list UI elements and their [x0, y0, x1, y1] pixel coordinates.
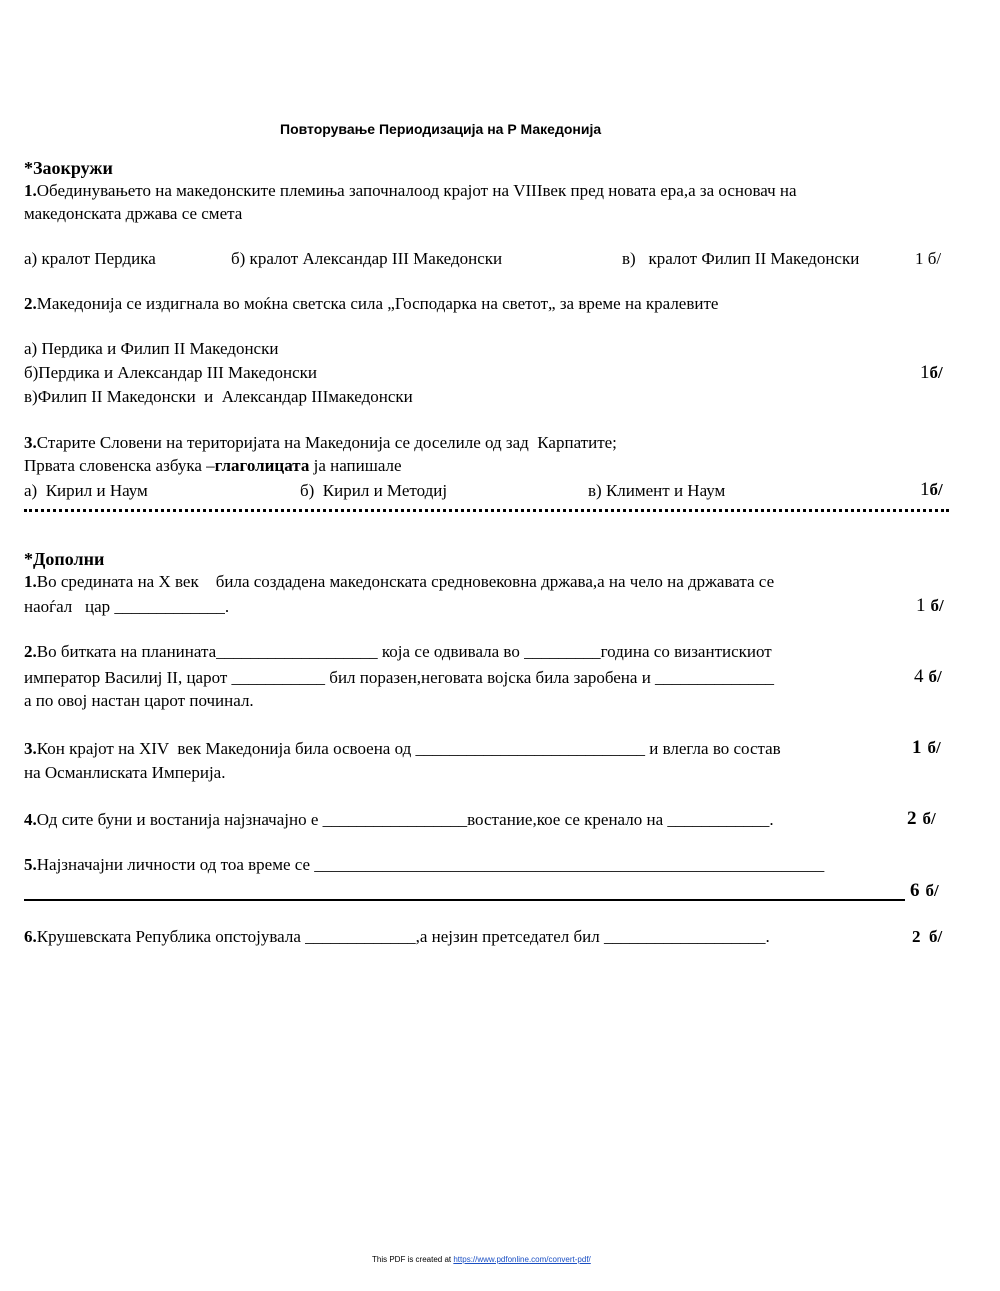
footer-prefix: This PDF is created at — [372, 1255, 454, 1264]
option-a[interactable]: а) Кирил и Наум — [24, 481, 148, 500]
section-heading-circle: *Заокружи — [24, 158, 113, 178]
points-unit: б/ — [928, 667, 942, 686]
question-number: 1. — [24, 181, 37, 200]
points-label — [907, 808, 936, 830]
question-2-text — [24, 294, 718, 314]
question-number: 1. — [24, 572, 37, 591]
question-text: Во битката на планината___________________ која се одвивала во _________година со византискиот — [36, 642, 772, 661]
question-1-text-cont: македонската држава се смета — [24, 204, 243, 223]
footer-link[interactable]: https://www.pdfonline.com/convert-pdf/ — [453, 1255, 591, 1264]
fill-question-2-text-end: а по овој настан царот починал. — [24, 691, 254, 710]
question-number: 4. — [24, 810, 37, 829]
option-c[interactable]: в) кралот Филип II Македонски — [622, 249, 860, 268]
question-number: 3. — [24, 433, 37, 452]
points-value: 2 — [907, 808, 917, 829]
option-c[interactable]: в) Климент и Наум — [588, 481, 726, 500]
fill-question-4-text[interactable] — [24, 810, 774, 830]
points-unit: б/ — [922, 809, 936, 828]
footer-note — [372, 1255, 591, 1264]
question-text: Кон крајот на XIV век Македонија била освоена од ___________________________ и влегла во состав — [36, 739, 781, 758]
option-b[interactable]: б) кралот Александар III Македонски — [231, 249, 503, 268]
page-title: Повторување Периодизација на Р Македонија — [280, 121, 602, 137]
points-unit: б/ — [929, 480, 943, 499]
points-label: 1 б/ — [915, 249, 942, 268]
fill-question-1-blank[interactable]: наоѓал цар _____________. — [24, 597, 230, 616]
question-number: 5. — [24, 855, 37, 874]
question-1-text — [24, 181, 797, 201]
fill-question-2-text[interactable] — [24, 642, 772, 662]
question-number: 3. — [24, 739, 37, 758]
dotted-separator — [24, 509, 949, 518]
question-text: Крушевската Република опстојувала _____________,а нејзин претседател бил ___________________. — [36, 927, 770, 946]
question-text: Од сите буни и востанија најзначајно е _________________востание,кое се кренало на ____________. — [36, 810, 774, 829]
option-a[interactable]: а) кралот Пердика — [24, 249, 156, 268]
points-value: 1 — [916, 595, 926, 616]
points-label — [916, 595, 944, 617]
text-bold: глаголицата — [214, 456, 310, 475]
points-value: 1 — [920, 362, 930, 383]
points-value: 6 — [910, 880, 920, 901]
text-part: ја напишале — [309, 456, 402, 475]
option-b[interactable]: б) Кирил и Методиј — [300, 481, 448, 500]
question-text: Во средината на X век била создадена македонската средновековна држава,а на чело на државата се — [36, 572, 775, 591]
points-unit: б/ — [929, 363, 943, 382]
points-label — [920, 362, 943, 384]
text-part: Првата словенска азбука – — [24, 456, 215, 475]
fill-question-3-text-cont: на Османлиската Империја. — [24, 763, 226, 782]
points-label — [912, 737, 941, 759]
question-number: 2. — [24, 642, 37, 661]
points-label — [914, 666, 942, 688]
points-value: 1 — [912, 737, 922, 758]
option-b[interactable]: б)Пердика и Александар III Македонски — [24, 363, 317, 382]
points-value: 1 — [920, 479, 930, 500]
fill-question-3-text[interactable] — [24, 739, 781, 759]
question-3-text — [24, 433, 617, 453]
question-number: 2. — [24, 294, 37, 313]
answer-line[interactable] — [24, 899, 905, 901]
question-text: Македонија се издигнала во моќна светска сила „Господарка на светот„ за време на кралевите — [36, 294, 719, 313]
points-unit: б/ — [930, 596, 944, 615]
fill-question-1-text — [24, 572, 774, 592]
points-value: 4 — [914, 666, 924, 687]
points-label — [920, 479, 943, 501]
points-label — [910, 880, 939, 902]
points-unit: б/ — [925, 881, 939, 900]
fill-question-5-text[interactable] — [24, 855, 824, 875]
question-text: Обединувањето на македонските племиња започналоод крајот на VIIIвек пред новата ера,а за основач на — [36, 181, 797, 200]
option-a[interactable]: а) Пердика и Филип II Македонски — [24, 339, 279, 358]
question-text: Најзначајни личности од тоа време се ____________________________________________________________ — [36, 855, 825, 874]
fill-question-2-text-cont[interactable]: император Василиј II, царот ___________ бил поразен,неговата војска била заробена и ______________ — [24, 668, 775, 687]
option-c[interactable]: в)Филип II Македонски и Александар IIIмакедонски — [24, 387, 413, 406]
fill-question-6-text[interactable] — [24, 927, 770, 947]
section-heading-fill: *Дополни — [24, 549, 105, 569]
points-label: 2 б/ — [912, 927, 943, 946]
question-number: 6. — [24, 927, 37, 946]
points-unit: б/ — [927, 738, 941, 757]
question-text: Старите Словени на територијата на Македонија се доселиле од зад Карпатите; — [36, 433, 617, 452]
question-3-text-cont — [24, 456, 402, 476]
